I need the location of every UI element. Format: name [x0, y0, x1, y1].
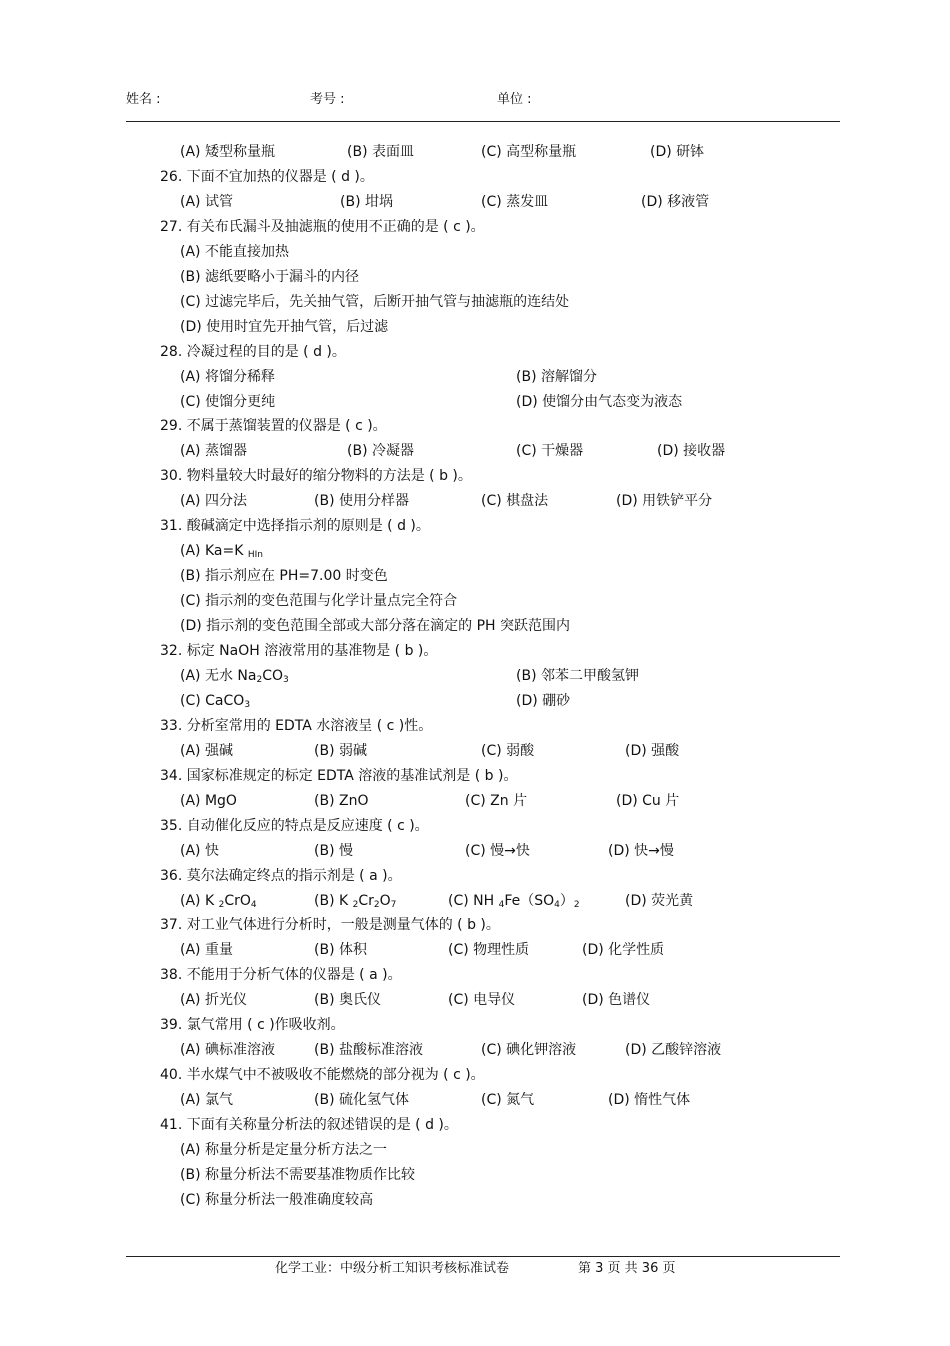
option-text: (C) 指示剂的变色范围与化学计量点完全符合	[180, 593, 458, 609]
option	[608, 1090, 690, 1110]
option	[180, 1040, 275, 1060]
option-text: (C) 物理性质	[448, 942, 530, 958]
option	[481, 192, 548, 212]
option-text: (D) 色谱仪	[582, 992, 651, 1008]
question-39: 41. 下面有关称量分析法的叙述错误的是 ( d )。	[160, 1117, 458, 1133]
option-text: CO	[262, 668, 283, 684]
option	[314, 841, 353, 861]
header-rule	[126, 121, 840, 122]
option-text: (A) 氯气	[180, 1092, 233, 1108]
option-text: (D) Cu 片	[616, 793, 680, 809]
option	[516, 666, 639, 686]
option-text: (B) ZnO	[314, 793, 369, 809]
option-text: (C) Zn 片	[465, 793, 528, 809]
option	[180, 441, 247, 461]
option	[582, 940, 664, 960]
option	[180, 491, 247, 511]
option	[180, 1090, 233, 1110]
option-subscript: 2	[573, 900, 580, 910]
option-text: (D) 荧光黄	[625, 893, 694, 909]
option	[448, 940, 529, 960]
option	[180, 541, 263, 565]
option-text: (A) 快	[180, 843, 219, 859]
option-text: Cr	[358, 893, 374, 909]
option-text: CrO	[224, 893, 251, 909]
option	[180, 841, 219, 861]
option	[481, 491, 548, 511]
option-text: (D) 乙酸锌溶液	[625, 1042, 722, 1058]
option	[180, 267, 359, 287]
option-text: (C) 氮气	[481, 1092, 535, 1108]
option-subscript: 3	[282, 675, 289, 685]
option	[340, 192, 393, 212]
question-8: 28. 冷凝过程的目的是 ( d )。	[160, 344, 346, 360]
option	[516, 441, 583, 461]
question-31: 37. 对工业气体进行分析时，一般是测量气体的 ( b )。	[160, 917, 500, 933]
option-text: (D) 指示剂的变色范围全部或大部分落在滴定的 PH 突跃范围内	[180, 618, 571, 634]
option	[180, 1140, 387, 1160]
option-text: (A) 矮型称量瓶	[180, 144, 275, 160]
exam-id-label: 考号 :	[310, 92, 345, 107]
question-33: 38. 不能用于分析气体的仪器是 ( a )。	[160, 967, 402, 983]
option	[180, 1190, 373, 1210]
option-text: (B) 奥氏仪	[314, 992, 381, 1008]
option-text: (C) 高型称量瓶	[481, 144, 577, 160]
option-text: (A) 强碱	[180, 743, 233, 759]
option-text: (B) 滤纸要略小于漏斗的内径	[180, 269, 359, 285]
option	[180, 741, 233, 761]
option-text: (B) 邻苯二甲酸氢钾	[516, 668, 639, 684]
option-text: (D) 惰性气体	[608, 1092, 691, 1108]
option-text: (A) 无水 Na	[180, 668, 257, 684]
option-text: (A) 碘标准溶液	[180, 1042, 275, 1058]
option-text: (D) 使馏分由气态变为液态	[516, 394, 683, 410]
option	[608, 841, 674, 861]
option	[481, 1040, 576, 1060]
option-text: (D) 移液管	[641, 194, 710, 210]
option-text: (A) 不能直接加热	[180, 244, 289, 260]
option	[314, 940, 367, 960]
option-text: (C) 棋盘法	[481, 493, 549, 509]
option	[180, 891, 257, 915]
option-text: (B) 冷凝器	[347, 443, 414, 459]
option-text: (B) 称量分析法不需要基准物质作比较	[180, 1167, 415, 1183]
option	[448, 891, 580, 915]
option	[625, 741, 679, 761]
unit-label: 单位 :	[497, 92, 532, 107]
option-text: (A) 试管	[180, 194, 233, 210]
option	[180, 616, 570, 636]
option-text: (A) 四分法	[180, 493, 247, 509]
option-text: (A) Ka=K	[180, 543, 248, 559]
question-15: 31. 酸碱滴定中选择指示剂的原则是 ( d )。	[160, 518, 430, 534]
option-text: (C) 慢→快	[465, 843, 530, 859]
option	[465, 841, 530, 861]
option-subscript: 2	[256, 675, 263, 685]
option-subscript: 2	[218, 900, 225, 910]
option	[347, 142, 414, 162]
option	[481, 142, 576, 162]
option-subscript: 3	[244, 700, 251, 710]
option-text: (B) 硫化氢气体	[314, 1092, 409, 1108]
option-subscript: 4	[498, 900, 505, 910]
option	[641, 192, 709, 212]
option-text: (C) NH	[448, 893, 499, 909]
option	[180, 392, 275, 412]
option	[314, 1090, 409, 1110]
option-text: Fe（SO	[504, 893, 555, 909]
footer-page-number: 第 3 页 共 36 页	[578, 1261, 676, 1276]
option-text: (C) 称量分析法一般准确度较高	[180, 1192, 374, 1208]
option-text: (B) 指示剂应在 PH=7.00 时变色	[180, 568, 388, 584]
question-3: 27. 有关布氏漏斗及抽滤瓶的使用不正确的是 ( c )。	[160, 219, 485, 235]
option-text: (B) 慢	[314, 843, 353, 859]
option-text: (B) 使用分样器	[314, 493, 409, 509]
option-subscript: 4	[554, 900, 560, 910]
option-text: (B) 坩埚	[340, 194, 393, 210]
option	[516, 367, 597, 387]
option	[180, 292, 569, 312]
option-text: (D) 硼砂	[516, 693, 571, 709]
option-text: ）	[559, 893, 574, 909]
option	[516, 392, 682, 412]
option	[180, 317, 388, 337]
option-subscript: 4	[250, 900, 257, 910]
option	[465, 791, 527, 811]
footer-rule	[126, 1256, 840, 1257]
option	[314, 990, 381, 1010]
option	[582, 990, 650, 1010]
footer-title: 化学工业：中级分析工知识考核标准试卷	[275, 1261, 510, 1276]
option	[180, 691, 250, 715]
option	[180, 1165, 415, 1185]
option-text: (C) 弱酸	[481, 743, 535, 759]
option-text: (D) 化学性质	[582, 942, 665, 958]
option-text: (B) 溶解馏分	[516, 369, 597, 385]
option	[180, 142, 275, 162]
option	[481, 1090, 534, 1110]
option	[180, 990, 247, 1010]
question-27: 35. 自动催化反应的特点是反应速度 ( c )。	[160, 818, 429, 834]
option-text: (D) 强酸	[625, 743, 680, 759]
question-13: 30. 物料量较大时最好的缩分物料的方法是 ( b )。	[160, 468, 472, 484]
option-text: (D) 研钵	[650, 144, 705, 160]
option	[314, 891, 396, 915]
option	[616, 491, 712, 511]
name-label: 姓名 :	[126, 92, 161, 107]
option	[180, 791, 237, 811]
option	[481, 741, 534, 761]
question-35: 39. 氯气常用 ( c )作吸收剂。	[160, 1017, 345, 1033]
option	[180, 591, 457, 611]
option	[650, 142, 704, 162]
option-text: (B) 盐酸标准溶液	[314, 1042, 423, 1058]
option-text: (B) 弱碱	[314, 743, 367, 759]
option	[616, 791, 679, 811]
option-text: (B) K	[314, 893, 353, 909]
option-text: (C) 干燥器	[516, 443, 584, 459]
option	[180, 367, 275, 387]
option	[314, 741, 367, 761]
option	[516, 691, 570, 711]
option-text: (C) 过滤完毕后，先关抽气管，后断开抽气管与抽滤瓶的连结处	[180, 294, 570, 310]
option	[180, 192, 233, 212]
option-text: (B) 表面皿	[347, 144, 414, 160]
option-subscript: 2	[373, 900, 380, 910]
option-text: (A) 将馏分稀释	[180, 369, 275, 385]
option-text: (A) 重量	[180, 942, 233, 958]
option-text: (A) 称量分析是定量分析方法之一	[180, 1142, 387, 1158]
option-subscript: HIn	[247, 550, 263, 560]
option-text: (A) 折光仪	[180, 992, 247, 1008]
option-subscript: 2	[352, 900, 359, 910]
option-text: (D) 接收器	[657, 443, 726, 459]
option	[180, 666, 289, 690]
option	[180, 566, 388, 586]
option	[314, 791, 368, 811]
option	[314, 1040, 423, 1060]
question-37: 40. 半水煤气中不被吸收不能燃烧的部分视为 ( c )。	[160, 1067, 485, 1083]
option	[625, 891, 693, 911]
option-subscript: 7	[390, 900, 397, 910]
option	[448, 990, 515, 1010]
option	[314, 491, 409, 511]
option-text: (A) K	[180, 893, 219, 909]
question-20: 32. 标定 NaOH 溶液常用的基准物是 ( b )。	[160, 643, 438, 659]
question-25: 34. 国家标准规定的标定 EDTA 溶液的基准试剂是 ( b )。	[160, 768, 518, 784]
question-11: 29. 不属于蒸馏装置的仪器是 ( c )。	[160, 418, 387, 434]
option-text: O	[379, 893, 391, 909]
option-text: (D) 用铁铲平分	[616, 493, 713, 509]
option-text: (C) CaCO	[180, 693, 245, 709]
option-text: (C) 碘化钾溶液	[481, 1042, 577, 1058]
option-text: (A) 蒸馏器	[180, 443, 247, 459]
option-text: (A) MgO	[180, 793, 237, 809]
option-text: (D) 使用时宜先开抽气管，后过滤	[180, 319, 389, 335]
option	[347, 441, 414, 461]
question-29: 36. 莫尔法确定终点的指示剂是 ( a )。	[160, 868, 402, 884]
option	[625, 1040, 721, 1060]
question-1: 26. 下面不宜加热的仪器是 ( d )。	[160, 169, 374, 185]
option-text: (C) 电导仪	[448, 992, 516, 1008]
option	[180, 242, 289, 262]
option-text: (D) 快→慢	[608, 843, 674, 859]
option	[180, 940, 233, 960]
option-text: (C) 蒸发皿	[481, 194, 549, 210]
option-text: (B) 体积	[314, 942, 367, 958]
option-text: (C) 使馏分更纯	[180, 394, 276, 410]
option	[657, 441, 725, 461]
question-23: 33. 分析室常用的 EDTA 水溶液呈 ( c )性。	[160, 718, 433, 734]
